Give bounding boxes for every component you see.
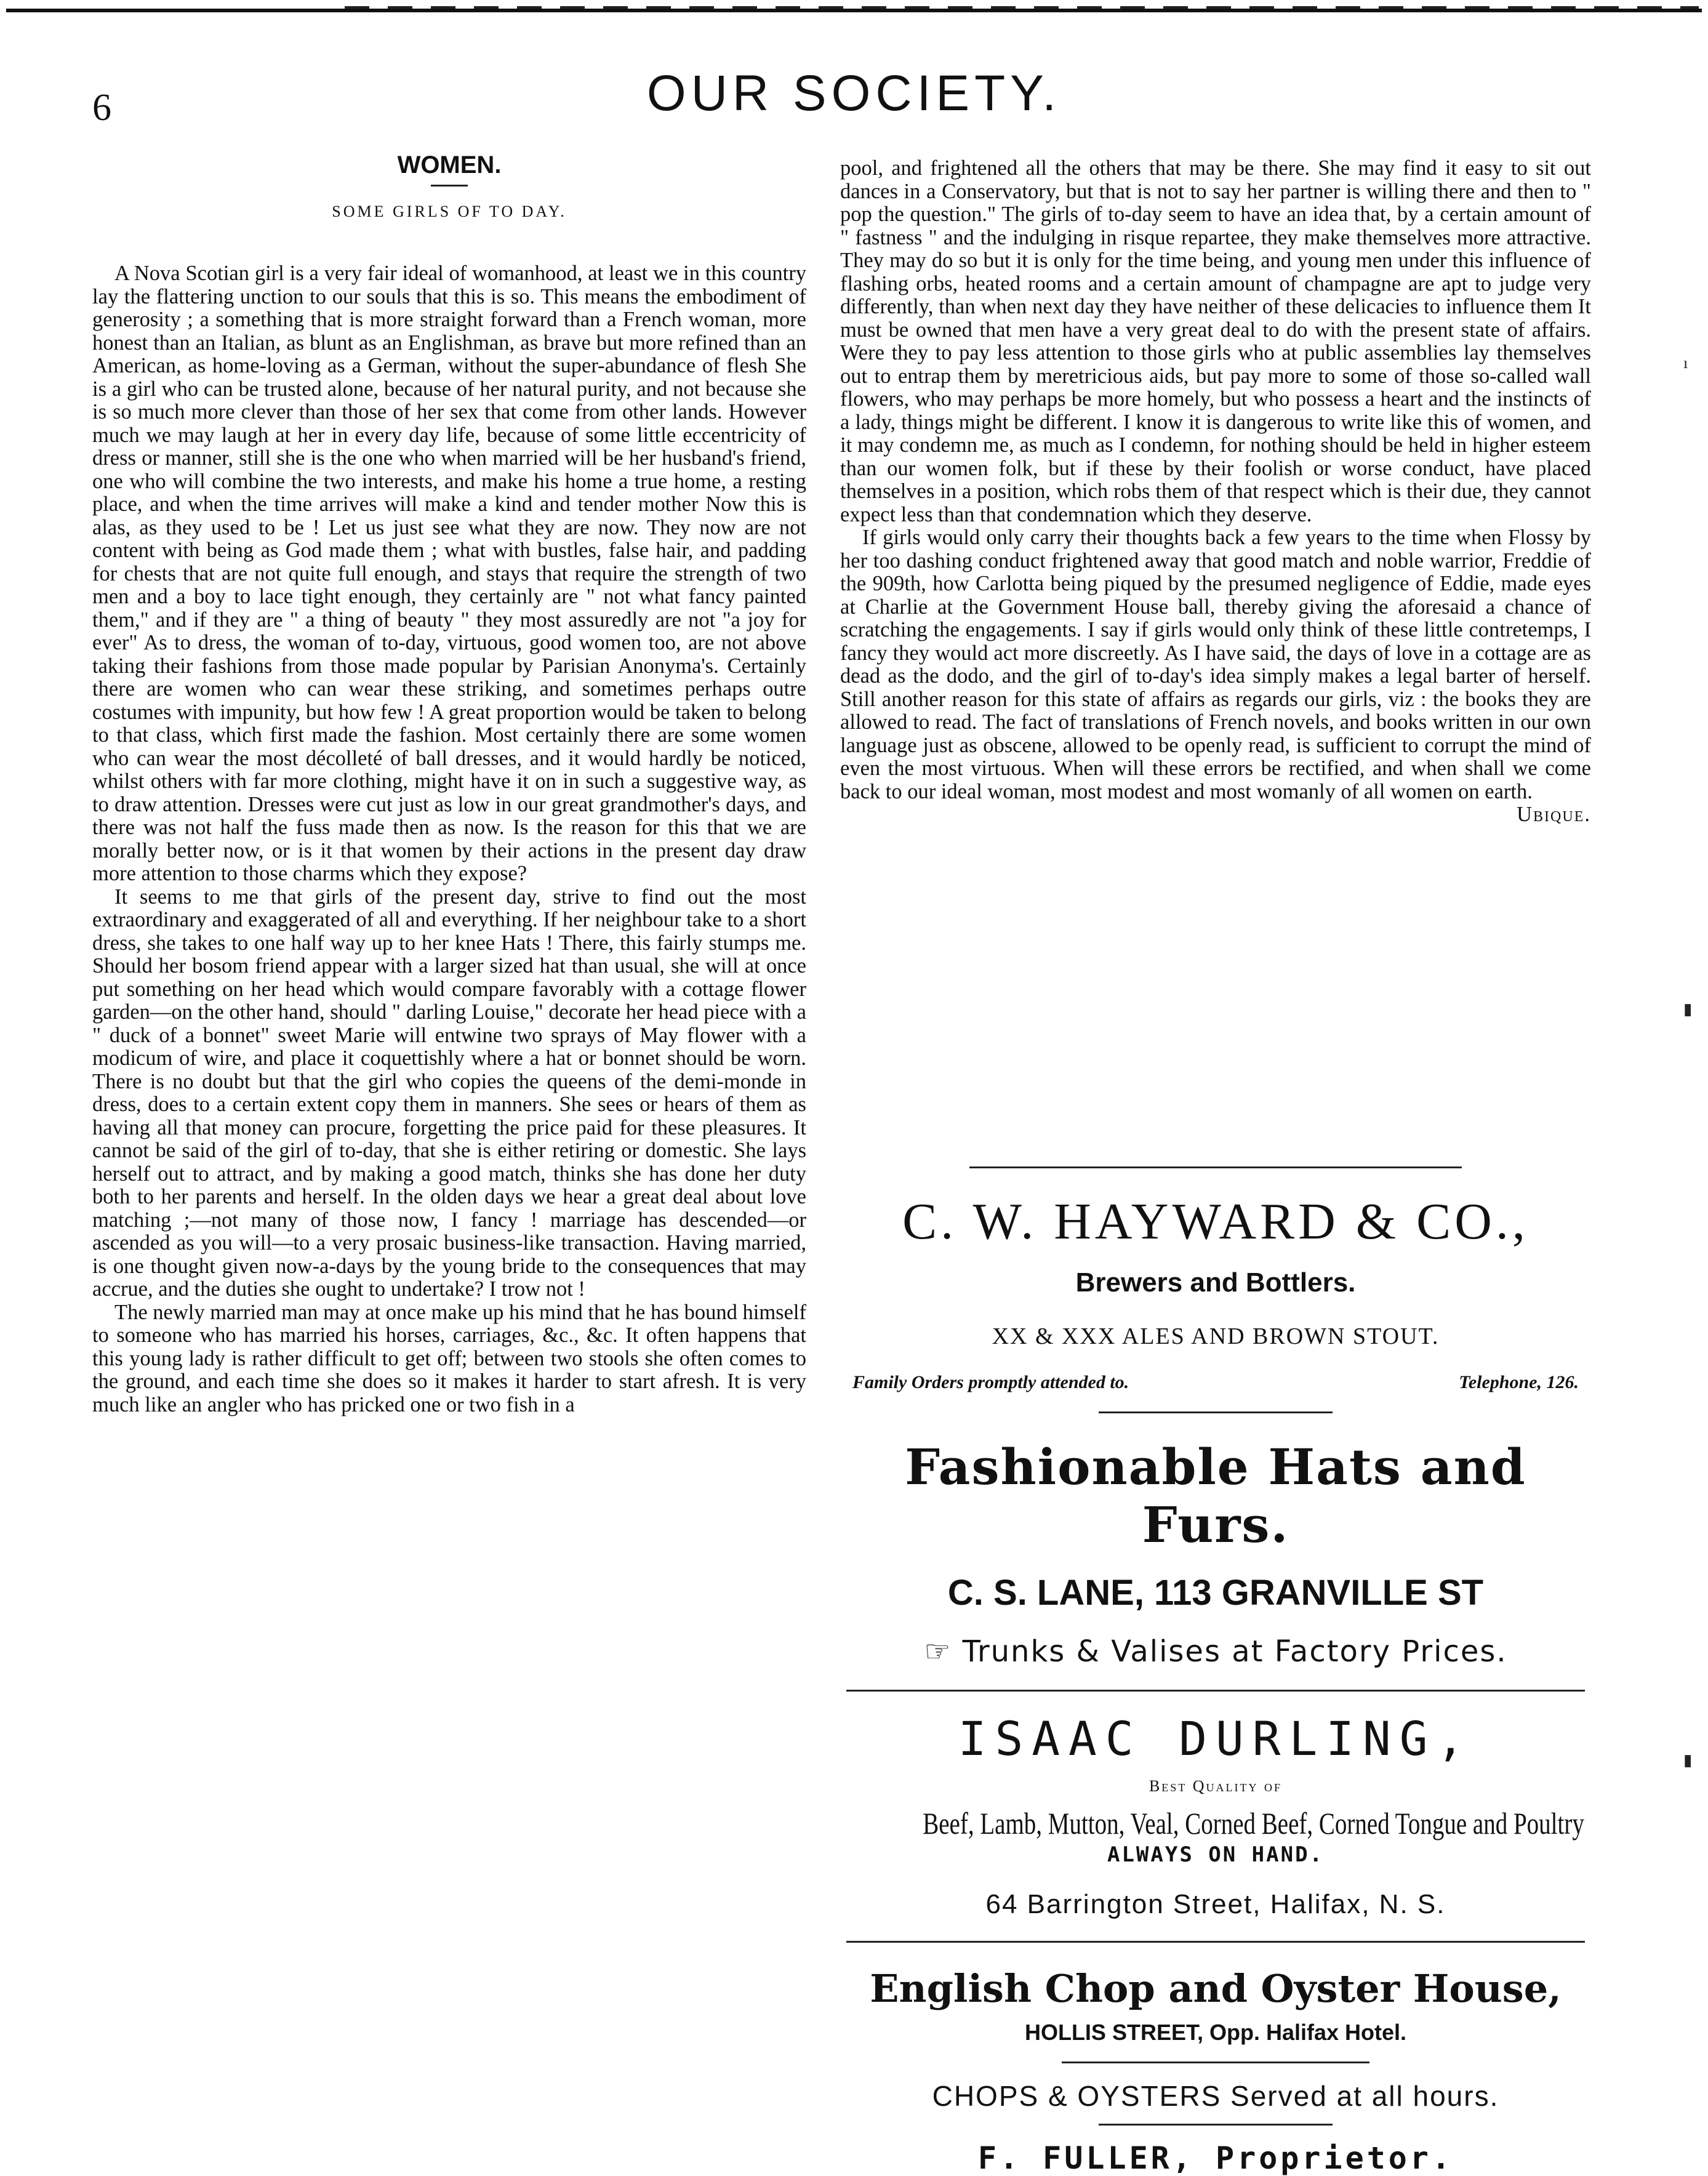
hayward-contact-row xyxy=(840,1372,1591,1393)
chop-house-street: HOLLIS STREET, Opp. Halifax Hotel. xyxy=(1024,2020,1407,2045)
hayward-orders: Family Orders promptly attended to. xyxy=(852,1372,1129,1392)
page-number: 6 xyxy=(92,87,111,129)
article-paragraph: pool, and frightened all the others that may be there. She may find it easy to sit out dances in a Conservatory, but that is not to say her partner is willing there and then to " pop the question." The girls of to-day seem to have an idea that, by a certain amount of " fastness " and the indulging in risque repartee, they make themselves more attractive. They may do so but it is only for the time being, and young men under this influence of flashing orbs, heated rooms and a certain amount of champagne are apt to judge very differently, than when next day they have neither of these delicacies to influence them It must be owned that men have a very great deal to do with the present state of affairs. Were they to pay less attention to those girls who at public assemblies lay themselves out to entrap them by meretricious aids, but pay more to some of those so-called wall flowers, who may perhaps be more homely, but who possess a heart and the instincts of a lady, things might be different. I know it is dangerous to write like this of women, and it may condemn me, as much as I condemn, for nothing should be held in higher esteem than our women folk, but if these by their foolish or worse conduct, have placed themselves in a position, which robs them of that respect which is their due, they cannot expect less than that condemnation which they deserve. xyxy=(840,156,1591,526)
ad-divider xyxy=(969,1166,1462,1168)
durling-name: ISAAC DURLING, xyxy=(958,1711,1473,1766)
hayward-name: C. W. HAYWARD & CO., xyxy=(902,1193,1529,1250)
durling-always: ALWAYS ON HAND. xyxy=(1107,1842,1325,1867)
ad-divider xyxy=(1099,1411,1333,1413)
article-subtitle: SOME GIRLS OF TO DAY. xyxy=(332,202,567,220)
chop-house-proprietor: F. FULLER, Proprietor. xyxy=(977,2140,1454,2176)
durling-quality: Best Quality of xyxy=(1149,1777,1283,1795)
margin-mark: ı xyxy=(1683,354,1688,372)
top-rule xyxy=(6,9,1702,12)
hayward-telephone: Telephone, 126. xyxy=(1459,1372,1579,1392)
article-signature: Ubique. xyxy=(1517,803,1591,826)
margin-mark: ▮ xyxy=(1683,1751,1693,1769)
ad-divider xyxy=(1062,2062,1369,2063)
article-paragraph: It seems to me that girls of the present day, strive to find out the most extraordinary and exaggerated of all and everything. If her neighbour take to a short dress, she takes to one half way up to her knee Hats ! There, this fairly stumps me. Should her bosom friend appear with a larger sized hat than usual, she will at once put something on her head which would compare favorably with a cottage flower garden—on the other hand, should " darling Louise," decorate her head piece with a " duck of a bonnet" sweet Marie will entwine two sprays of May flower with a modicum of wire, and place it coquettishly where a hat or bonnet should be worn. There is no doubt but that the girl who copies the queens of the demi-monde in dress, does to a certain extent copy them in manners. She sees or hears of them as having all that money can procure, forgetting the price paid for these pleasures. It cannot be said of the girl of to-day, that she is either retiring or domestic. She lays herself out to attract, and by making a good match, thinks she has done her duty both to her parents and herself. In the olden days we hear a great deal about love matching ;—not many of those now, I fancy ! marriage has descended—or ascended as you will—to a very prosaic business-like transaction. Having married, is one thought given now-a-days by the young bride to the consequences that may accrue, and the duties she ought to undertake? I trow not ! xyxy=(92,885,806,1301)
article-paragraph: The newly married man may at once make up his mind that he has bound himself to someone who has married his horses, carriages, &c., &c. It often happens that this young lady is rather difficult to get off; between two stools she often comes to the ground, and each time she does so it makes it harder to start afresh. It is very much like an angler who has pricked one or two fish in a xyxy=(92,1300,806,1416)
article-right-column xyxy=(840,157,1591,827)
ad-divider xyxy=(846,1690,1585,1692)
durling-meats: Beef, Lamb, Mutton, Veal, Corned Beef, Corned Tongue and Poultry xyxy=(923,1806,1584,1841)
advertisements xyxy=(840,1166,1591,2176)
article-paragraph xyxy=(840,526,1591,826)
lane-headline: Fashionable Hats and Furs. xyxy=(905,1438,1526,1554)
lane-trunks: ☞ Trunks & Valises at Factory Prices. xyxy=(924,1634,1507,1669)
ad-durling xyxy=(840,1711,1591,1920)
hayward-subtitle: Brewers and Bottlers. xyxy=(1075,1267,1356,1298)
article-left-column xyxy=(92,151,806,1416)
chop-house-name: English Chop and Oyster House, xyxy=(870,1966,1562,2011)
ad-lane xyxy=(840,1438,1591,1669)
ad-hayward xyxy=(840,1192,1591,1393)
hayward-ales: XX & XXX ALES AND BROWN STOUT. xyxy=(992,1323,1440,1349)
article-title: WOMEN. xyxy=(397,151,502,179)
article-paragraph-text: If girls would only carry their thoughts back a few years to the time when Flossy by her too dashing conduct frightened away that good match and noble warrior, Freddie of the 909th, how Carlotta being piqued by the presumed negligence of Eddie, made eyes at Charlie at the Government House ball, thereby giving the aforesaid a chance of scratching the engagements. I say if girls would only think of these little contretemps, I fancy they would act more discreetly. As I have said, the days of love in a cottage are as dead as the dodo, and the girl of to-day's idea simply makes a legal barter of herself. Still another reason for this state of affairs as regards our girls, viz : the books they are allowed to read. The fact of translations of French novels, and books written in our own language just as obscene, allowed to be openly read, is sufficient to corrupt the mind of even the most virtuous. When will these errors be rectified, and when shall we come back to our ideal woman, most modest and most womanly of all women on earth. xyxy=(840,526,1591,803)
ad-divider xyxy=(1099,2124,1333,2126)
ad-chop-house xyxy=(840,1966,1591,2176)
margin-mark: ▮ xyxy=(1683,1000,1693,1018)
durling-address: 64 Barrington Street, Halifax, N. S. xyxy=(985,1889,1446,1919)
ad-divider xyxy=(846,1941,1585,1943)
chop-house-chops: CHOPS & OYSTERS Served at all hours. xyxy=(932,2080,1499,2112)
lane-name: C. S. LANE, 113 GRANVILLE ST xyxy=(947,1573,1484,1613)
masthead-title: OUR SOCIETY. xyxy=(646,65,1062,121)
title-rule xyxy=(431,185,468,187)
article-paragraph: A Nova Scotian girl is a very fair ideal of womanhood, at least we in this country lay the flattering unction to our souls that this is so. This means the embodiment of generosity ; a something that is more straight forward than a French woman, more honest than an Italian, as blunt as an Englishman, as brave but more refined than an American, as home-loving as a German, without the super-abundance of flesh She is a girl who can be trusted alone, because of her natural purity, and not because she is so much more clever than those of her sex that come from other lands. However much we may laugh at her in every day life, because of some little eccentricity of dress or manner, still she is the one who when married will be her husband's friend, one who will combine the two interests, and make his home a true home, a resting place, and when the time arrives will make a kind and tender mother Now this is alas, as they used to be ! Let us just see what they are now. They now are not content with being as God made them ; what with bustles, false hair, and padding for chests that are not quite full enough, and stays that require the strength of two men and a boy to lace tight enough, they certainly are " not what fancy painted them," and if they are " a thing of beauty " they most assuredly are not "a joy for ever" As to dress, the woman of to-day, virtuous, good women too, are not above taking their fashions from those made popular by Parisian Anonyma's. Certainly there are women who can wear these striking, and sometimes perhaps outre costumes with impunity, but how few ! A great proportion would be taken to belong to that class, which first made the fashion. Most certainly there are some women who can wear the most décolleté of ball dresses, and it would hardly be noticed, whilst others with far more clothing, might have it on in such a suggestive way, as to draw attention. Dresses were cut just as low in our great grandmother's days, and there was not half the fuss made then as now. Is the reason for this that we are morally better now, or is it that women by their actions in the present day draw more attention to those charms which they expose? xyxy=(92,262,806,885)
